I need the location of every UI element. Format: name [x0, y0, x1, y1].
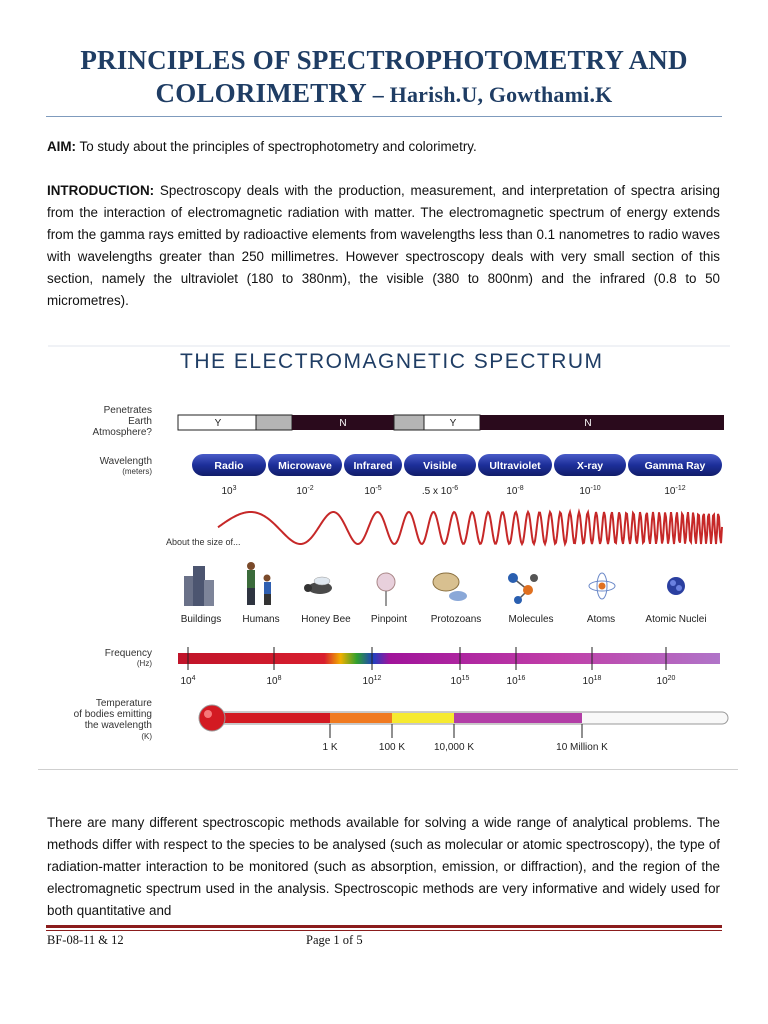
band-label-ultraviolet: Ultraviolet [489, 460, 541, 472]
aim-paragraph [47, 136, 720, 158]
penetrates-label-3: Atmosphere? [92, 427, 152, 438]
temperature-label-1: Temperature [95, 698, 152, 709]
frequency-tick-label: $10^{20}$ [656, 675, 676, 687]
temperature-tick-label: 1 K [322, 742, 338, 753]
wavelength-bands [192, 454, 722, 497]
footer-code: BF-08-11 & 12 [47, 933, 124, 947]
object-label-atomic-nuclei: Atomic Nuclei [645, 614, 707, 625]
wavelength-value-microwave: $10^{-2}$ [296, 485, 314, 497]
atmosphere-y-1: Y [214, 418, 222, 429]
object-label-honey-bee: Honey Bee [301, 614, 351, 625]
band-label-infrared: Infrared [353, 460, 393, 472]
wavelength-value-x-ray: $10^{-10}$ [579, 485, 601, 497]
object-label-buildings: Buildings [180, 614, 222, 625]
wavelength-value-infrared: $10^{-5}$ [364, 485, 382, 497]
object-labels [181, 614, 707, 625]
body-paragraph: There are many different spectroscopic methods available for solving a wide range of analytical problems. The methods differ with respect to the species to be analysed (such as molecular or atomic spectroscopy), the type of radiation-matter interaction to be monitored (such as absorption, emission, or diffraction), and the region of the electromagnetic spectrum used in the analysis. Spectroscopic methods are very informative and widely used for both quantitative and [47, 815, 720, 918]
about-size-label: About the size of... [166, 537, 241, 547]
atmosphere-seg-4 [394, 415, 424, 430]
thermometer-orange [330, 713, 392, 723]
temperature-label-3: the wavelength [84, 720, 152, 731]
frequency-unit: (Hz) [136, 659, 152, 668]
atmosphere-n-2: N [584, 418, 592, 429]
wavelength-label: Wavelength [99, 456, 152, 467]
frequency-tick-label: $10^{15}$ [450, 675, 470, 687]
wavelength-unit: (meters) [122, 467, 152, 476]
frequency-tick-label: $10^4$ [180, 675, 196, 687]
molecules-icon [508, 573, 538, 604]
wavelength-value-ultraviolet: $10^{-8}$ [506, 485, 524, 497]
penetrates-label-1: Penetrates [103, 405, 152, 416]
object-label-molecules: Molecules [508, 614, 554, 625]
atmosphere-y-2: Y [449, 418, 457, 429]
temperature-unit: (K) [141, 732, 152, 741]
frequency-tick-label: $10^{18}$ [582, 675, 602, 687]
penetrates-label [93, 405, 153, 438]
electromagnetic-spectrum-figure [38, 338, 730, 770]
introduction-paragraph [47, 180, 720, 312]
band-label-visible: Visible [423, 460, 457, 472]
temperature-label [74, 698, 153, 741]
atmosphere-seg-6 [480, 415, 724, 430]
object-label-atoms: Atoms [586, 614, 616, 625]
temperature-label-2: of bodies emitting [73, 709, 152, 720]
wavelength-value-visible: .5 x $10^{-6}$ [421, 485, 459, 497]
protozoans-icon [433, 573, 467, 601]
object-label-protozoans: Protozoans [430, 614, 482, 625]
frequency-tick-label: $10^{12}$ [362, 675, 382, 687]
title-line-2-text: COLORIMETRY [155, 78, 366, 108]
humans-icon [247, 562, 271, 605]
wavelength-value-radio: $10^3$ [221, 485, 237, 497]
honey-bee-icon [304, 577, 332, 594]
figure-bottom-divider [38, 769, 738, 770]
wavelength-value-gamma-ray: $10^{-12}$ [664, 485, 686, 497]
temperature-tick-label: 10 Million K [556, 742, 608, 753]
atmosphere-n-1: N [339, 418, 347, 429]
frequency-label: Frequency [104, 648, 152, 659]
footer-page-number: Page 1 of 5 [306, 933, 363, 947]
title-divider [46, 116, 722, 117]
thermometer-highlight [204, 710, 212, 718]
buildings-icon [184, 566, 214, 606]
frequency-tick-label: $10^8$ [266, 675, 282, 687]
frequency-tick-label: $10^{16}$ [506, 675, 526, 687]
thermometer-bulb [199, 705, 225, 731]
title-line-1: PRINCIPLES OF SPECTROPHOTOMETRY AND [80, 45, 688, 75]
aim-text: To study about the principles of spectrophotometry and colorimetry. [76, 139, 477, 154]
atoms-icon [589, 573, 615, 599]
footer-rule-thick [46, 925, 722, 928]
penetrates-label-2: Earth [128, 416, 152, 427]
thermometer-red [210, 713, 330, 723]
band-label-microwave: Microwave [278, 460, 332, 472]
page-title [20, 44, 748, 111]
band-label-radio: Radio [214, 460, 244, 472]
atomic-nuclei-icon [667, 577, 685, 595]
band-label-gamma-ray: Gamma Ray [644, 460, 706, 472]
temperature-ticks [322, 724, 608, 753]
wave-curve [218, 512, 722, 544]
aim-label: AIM: [47, 139, 77, 154]
atmosphere-seg-2 [256, 415, 292, 430]
introduction-label: INTRODUCTION: [47, 183, 155, 198]
frequency-bar [178, 653, 720, 664]
authors: – Harish.U, Gowthami.K [372, 82, 613, 107]
temperature-tick-label: 10,000 K [433, 742, 475, 753]
thermometer-yellow [392, 713, 454, 723]
footer-rule-thin [46, 930, 722, 931]
object-label-pinpoint: Pinpoint [370, 614, 408, 625]
object-label-humans: Humans [242, 614, 280, 625]
title-line-2 [20, 77, 748, 111]
thermometer-magenta [454, 713, 582, 723]
figure-title: THE ELECTROMAGNETIC SPECTRUM [180, 350, 604, 373]
introduction-text: Spectroscopy deals with the production, measurement, and interpretation of spectra arising from the interaction of electromagnetic radiation with matter. The electromagnetic spectrum of energy extends from the gamma rays emitted by radioactive elements from wavelengths less than 0.1 nanometres to radio waves with wavelengths greater than 250 millimetres. However spectroscopy deals with very small section of this section, namely the ultraviolet (180 to 380nm), the visible (380 to 800nm) and the infrared (0.8 to 50 micrometres). [47, 183, 720, 308]
band-label-x-ray: X-ray [576, 460, 604, 472]
size-objects [184, 562, 685, 606]
temperature-tick-label: 100 K [378, 742, 406, 753]
pinpoint-icon [377, 573, 395, 606]
